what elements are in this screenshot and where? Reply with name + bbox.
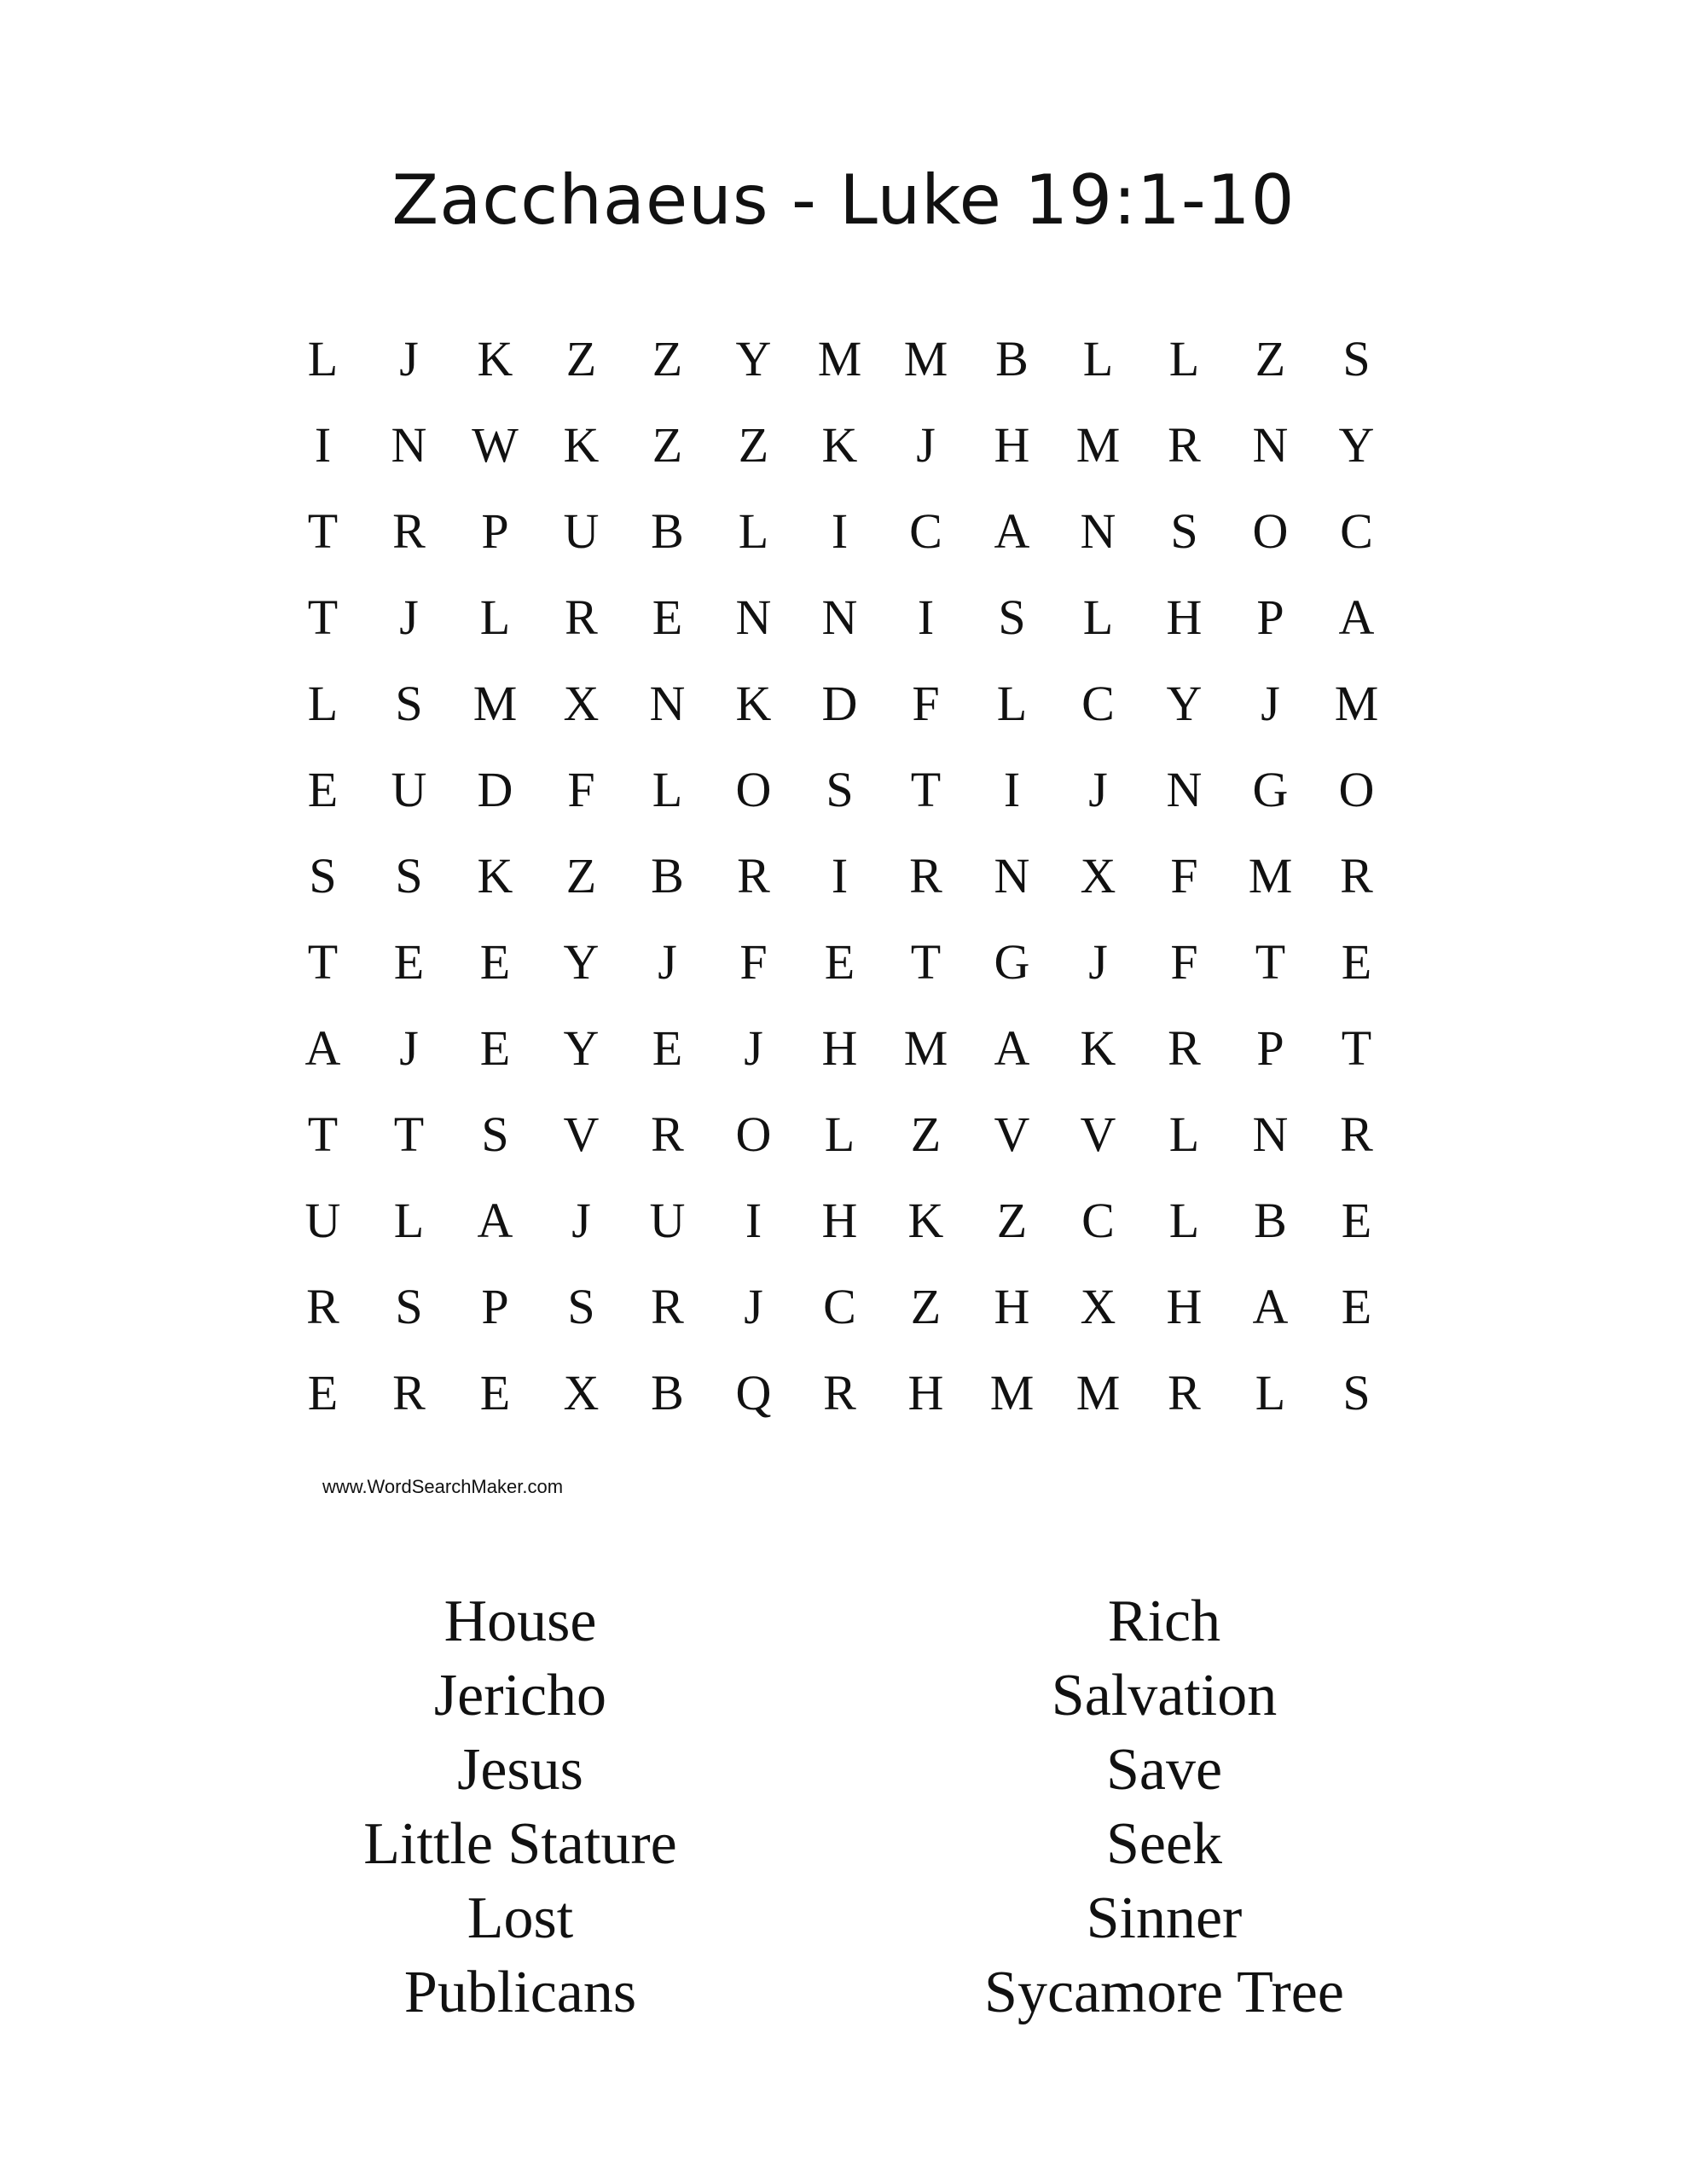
word-list-item: Rich xyxy=(1107,1589,1221,1654)
word-list-item: House xyxy=(443,1589,597,1654)
grid-cell: T xyxy=(910,934,942,990)
grid-cell: T xyxy=(1255,934,1286,990)
page-title: Zacchaeus - Luke 19:1-10 xyxy=(391,160,1296,240)
grid-cell: S xyxy=(395,848,423,903)
grid-cell: A xyxy=(304,1020,341,1076)
grid-cell: Z xyxy=(910,1107,942,1162)
grid-cell: R xyxy=(1168,1365,1201,1420)
grid-cell: M xyxy=(817,331,862,386)
grid-cell: E xyxy=(479,1020,511,1076)
grid-cell: T xyxy=(307,1107,339,1162)
grid-cell: E xyxy=(652,590,683,645)
grid-cell: C xyxy=(1081,676,1115,731)
grid-cell: R xyxy=(823,1365,856,1420)
grid-cell: K xyxy=(477,848,513,903)
grid-cell: F xyxy=(739,934,768,990)
grid-cell: C xyxy=(909,503,942,559)
grid-cell: L xyxy=(393,1193,425,1248)
grid-cell: W xyxy=(472,417,519,473)
grid-cell: J xyxy=(571,1193,591,1248)
grid-cell: M xyxy=(1075,1365,1121,1420)
grid-cell: N xyxy=(821,590,858,645)
grid-cell: L xyxy=(738,503,769,559)
grid-cell: R xyxy=(1168,1020,1201,1076)
grid-cell: L xyxy=(1082,331,1114,386)
grid-cell: N xyxy=(1080,503,1116,559)
grid-cell: S xyxy=(481,1107,509,1162)
grid-cell: E xyxy=(307,1365,339,1420)
grid-cell: N xyxy=(1252,417,1289,473)
grid-cell: Z xyxy=(910,1279,942,1334)
grid-cell: P xyxy=(481,503,509,559)
grid-cell: R xyxy=(565,590,598,645)
grid-cell: J xyxy=(916,417,936,473)
grid-cell: Z xyxy=(1255,331,1286,386)
grid-cell: O xyxy=(735,762,772,817)
grid-cell: J xyxy=(1088,934,1108,990)
grid-cell: H xyxy=(994,417,1030,473)
grid-cell: O xyxy=(1338,762,1375,817)
grid-cell: S xyxy=(567,1279,595,1334)
grid-cell: Q xyxy=(735,1365,772,1420)
grid-cell: R xyxy=(737,848,770,903)
word-list-item: Lost xyxy=(467,1885,574,1951)
grid-cell: J xyxy=(399,331,419,386)
grid-cell: A xyxy=(1252,1279,1289,1334)
grid-cell: J xyxy=(744,1279,763,1334)
grid-cell: R xyxy=(392,503,426,559)
grid-cell: R xyxy=(1340,848,1373,903)
grid-cell: K xyxy=(477,331,513,386)
grid-cell: Z xyxy=(652,331,683,386)
grid-cell: F xyxy=(912,676,940,731)
grid-cell: S xyxy=(826,762,854,817)
grid-cell: L xyxy=(1168,1193,1200,1248)
grid-cell: H xyxy=(994,1279,1030,1334)
grid-cell: J xyxy=(1088,762,1108,817)
grid-cell: L xyxy=(1082,590,1114,645)
grid-cell: I xyxy=(917,590,935,645)
grid-cell: A xyxy=(994,1020,1030,1076)
grid-cell: H xyxy=(1166,590,1203,645)
grid-cell: Y xyxy=(1338,417,1375,473)
grid-cell: X xyxy=(563,1365,600,1420)
grid-cell: D xyxy=(821,676,858,731)
grid-cell: M xyxy=(903,331,948,386)
grid-cell: N xyxy=(1166,762,1203,817)
grid-cell: R xyxy=(1168,417,1201,473)
grid-cell: A xyxy=(994,503,1030,559)
grid-cell: S xyxy=(395,1279,423,1334)
grid-cell: L xyxy=(996,676,1028,731)
grid-cell: D xyxy=(477,762,513,817)
grid-cell: Z xyxy=(565,331,597,386)
grid-cell: B xyxy=(995,331,1029,386)
grid-cell: E xyxy=(479,934,511,990)
grid-cell: K xyxy=(735,676,772,731)
grid-cell: M xyxy=(989,1365,1035,1420)
credit-link: www.WordSearchMaker.com xyxy=(322,1476,564,1497)
grid-cell: I xyxy=(745,1193,762,1248)
word-list-item: Save xyxy=(1105,1737,1223,1803)
grid-cell: R xyxy=(306,1279,339,1334)
grid-cell: E xyxy=(1341,1279,1372,1334)
grid-cell: S xyxy=(1342,331,1371,386)
grid-cell: L xyxy=(479,590,511,645)
grid-cell: Y xyxy=(735,331,772,386)
word-list-item: Sycamore Tree xyxy=(984,1960,1344,2025)
grid-cell: L xyxy=(1168,1107,1200,1162)
grid-cell: V xyxy=(1080,1107,1116,1162)
word-list-item: Seek xyxy=(1105,1811,1223,1877)
grid-cell: T xyxy=(307,503,339,559)
grid-cell: T xyxy=(307,590,339,645)
grid-cell: A xyxy=(477,1193,513,1248)
grid-cell: Z xyxy=(565,848,597,903)
grid-cell: H xyxy=(907,1365,944,1420)
grid-cell: P xyxy=(481,1279,509,1334)
grid-cell: E xyxy=(307,762,339,817)
word-list-right xyxy=(866,1584,1463,2030)
grid-cell: L xyxy=(652,762,683,817)
grid-cell: K xyxy=(1080,1020,1116,1076)
grid-cell: E xyxy=(1341,1193,1372,1248)
grid-cell: U xyxy=(649,1193,686,1248)
grid-cell: S xyxy=(1342,1365,1371,1420)
grid-cell: R xyxy=(1340,1107,1373,1162)
grid-cell: A xyxy=(1338,590,1375,645)
grid-cell: G xyxy=(1252,762,1289,817)
grid-cell: M xyxy=(903,1020,948,1076)
grid-cell: I xyxy=(1003,762,1021,817)
grid-cell: S xyxy=(998,590,1026,645)
grid-cell: L xyxy=(307,331,339,386)
grid-cell: N xyxy=(391,417,427,473)
grid-cell: O xyxy=(735,1107,772,1162)
grid-cell: X xyxy=(1080,1279,1116,1334)
grid-cell: B xyxy=(651,503,684,559)
grid-cell: H xyxy=(1166,1279,1203,1334)
grid-cell: B xyxy=(651,848,684,903)
grid-cell: I xyxy=(831,503,849,559)
grid-cell: F xyxy=(1170,934,1198,990)
grid-cell: C xyxy=(823,1279,856,1334)
grid-cell: S xyxy=(309,848,337,903)
grid-cell: E xyxy=(652,1020,683,1076)
grid-cell: R xyxy=(651,1279,684,1334)
grid-cell: Y xyxy=(1166,676,1203,731)
grid-cell: N xyxy=(1252,1107,1289,1162)
grid-cell: T xyxy=(307,934,339,990)
word-list-item: Sinner xyxy=(1086,1885,1243,1951)
letter-grid xyxy=(280,316,1400,1436)
word-list-left xyxy=(222,1584,819,2030)
grid-cell: M xyxy=(1334,676,1379,731)
grid-cell: P xyxy=(1256,1020,1284,1076)
grid-cell: E xyxy=(393,934,425,990)
grid-cell: H xyxy=(821,1020,858,1076)
grid-cell: Z xyxy=(738,417,769,473)
grid-cell: U xyxy=(563,503,600,559)
grid-cell: J xyxy=(658,934,677,990)
word-list-item: Publicans xyxy=(403,1960,637,2025)
grid-cell: B xyxy=(1254,1193,1287,1248)
grid-cell: F xyxy=(1170,848,1198,903)
grid-cell: N xyxy=(649,676,686,731)
grid-cell: U xyxy=(304,1193,341,1248)
word-list-item: Jesus xyxy=(457,1737,583,1803)
grid-cell: T xyxy=(393,1107,425,1162)
grid-cell: S xyxy=(395,676,423,731)
grid-cell: Z xyxy=(996,1193,1028,1248)
grid-cell: T xyxy=(1341,1020,1372,1076)
grid-cell: L xyxy=(1168,331,1200,386)
grid-cell: O xyxy=(1252,503,1289,559)
grid-cell: Z xyxy=(652,417,683,473)
grid-cell: E xyxy=(1341,934,1372,990)
grid-cell: F xyxy=(567,762,595,817)
grid-cell: N xyxy=(735,590,772,645)
grid-cell: M xyxy=(1248,848,1293,903)
grid-cell: L xyxy=(824,1107,855,1162)
word-list-item: Little Stature xyxy=(363,1811,677,1877)
grid-cell: J xyxy=(1261,676,1280,731)
grid-cell: L xyxy=(1255,1365,1286,1420)
grid-cell: G xyxy=(994,934,1030,990)
grid-cell: Y xyxy=(563,934,600,990)
grid-cell: U xyxy=(391,762,427,817)
grid-cell: V xyxy=(563,1107,600,1162)
grid-cell: X xyxy=(563,676,600,731)
word-list-item: Jericho xyxy=(433,1663,607,1728)
grid-cell: E xyxy=(824,934,855,990)
grid-cell: Y xyxy=(563,1020,600,1076)
grid-cell: V xyxy=(994,1107,1030,1162)
grid-cell: S xyxy=(1170,503,1198,559)
grid-cell: K xyxy=(821,417,858,473)
grid-cell: L xyxy=(307,676,339,731)
grid-cell: K xyxy=(907,1193,944,1248)
grid-cell: C xyxy=(1081,1193,1115,1248)
grid-cell: P xyxy=(1256,590,1284,645)
grid-cell: I xyxy=(314,417,332,473)
grid-cell: R xyxy=(909,848,942,903)
grid-cell: N xyxy=(994,848,1030,903)
grid-cell: M xyxy=(472,676,518,731)
grid-cell: R xyxy=(392,1365,426,1420)
grid-cell: T xyxy=(910,762,942,817)
grid-cell: J xyxy=(399,1020,419,1076)
word-list-item: Salvation xyxy=(1051,1663,1278,1728)
grid-cell: R xyxy=(651,1107,684,1162)
grid-cell: X xyxy=(1080,848,1116,903)
grid-cell: M xyxy=(1075,417,1121,473)
grid-cell: E xyxy=(479,1365,511,1420)
grid-cell: B xyxy=(651,1365,684,1420)
grid-cell: H xyxy=(821,1193,858,1248)
grid-cell: J xyxy=(744,1020,763,1076)
grid-cell: I xyxy=(831,848,849,903)
grid-cell: C xyxy=(1340,503,1373,559)
grid-cell: K xyxy=(563,417,600,473)
grid-cell: J xyxy=(399,590,419,645)
